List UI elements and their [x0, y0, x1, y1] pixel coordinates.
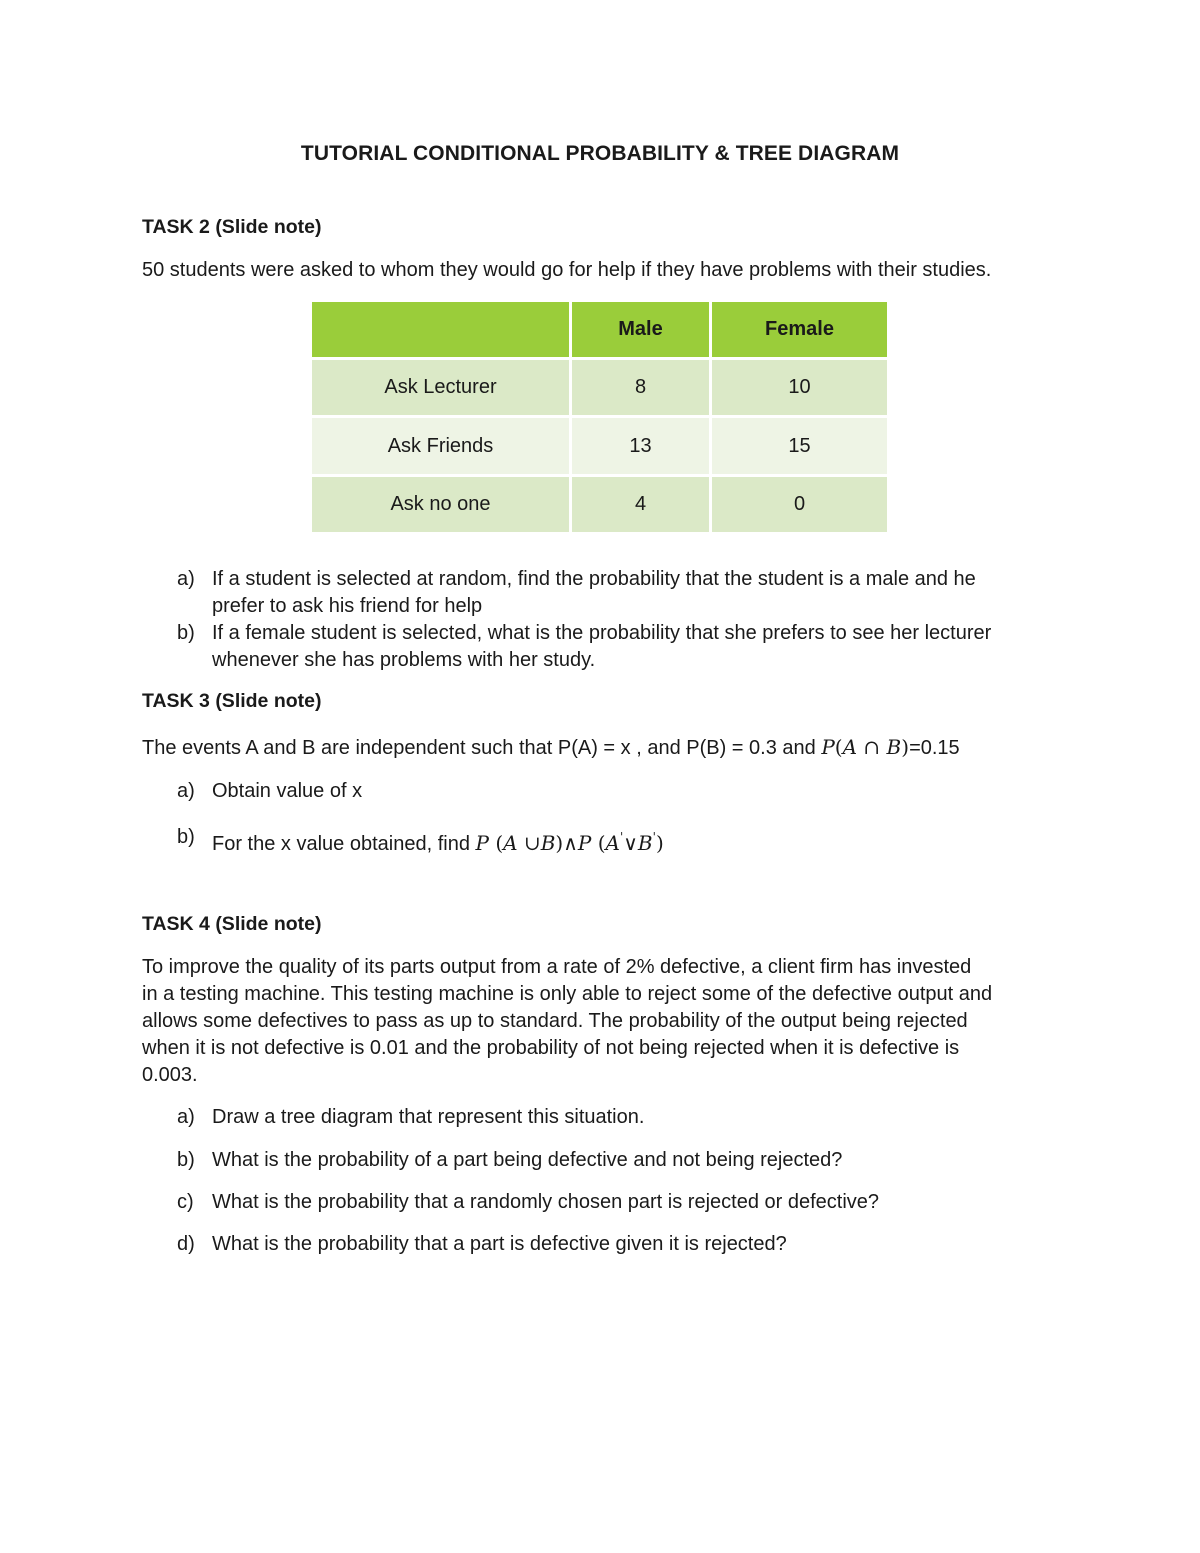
task2-heading: TASK 2 (Slide note)	[142, 216, 322, 238]
paragraph-line: in a testing machine. This testing machine is only able to reject some of the defective output and	[142, 983, 993, 1005]
table-header-male: Male	[572, 302, 709, 357]
question-label: a)	[177, 1106, 195, 1128]
task3-intro-text: The events A and B are independent such that P(A) = x , and P(B) = 0.3 and	[142, 737, 822, 759]
table-header-female: Female	[712, 302, 887, 357]
question-text: What is the probability that a randomly chosen part is rejected or defective?	[212, 1191, 880, 1213]
question-text-line1: If a female student is selected, what is the probability that she prefers to see her lecturer	[212, 622, 992, 644]
male-count: 13	[572, 418, 709, 474]
row-label: Ask Lecturer	[312, 360, 569, 415]
female-count: 10	[712, 360, 887, 415]
male-count: 4	[572, 477, 709, 532]
table-row	[312, 477, 887, 532]
task3-heading: TASK 3 (Slide note)	[142, 690, 322, 712]
paragraph-line: when it is not defective is 0.01 and the probability of not being rejected when it is defective is	[142, 1037, 960, 1059]
union-formula: P (A ∪B)∧P (A'∨B')	[475, 830, 664, 855]
paragraph-line: To improve the quality of its parts output from a rate of 2% defective, a client firm has invested	[142, 956, 972, 978]
document-title: TUTORIAL CONDITIONAL PROBABILITY & TREE DIAGRAM	[300, 142, 900, 165]
question-label: b)	[177, 826, 195, 848]
math-b: B	[886, 735, 902, 759]
math-intersection: ∩	[857, 735, 887, 759]
question-label: b)	[177, 1149, 195, 1171]
question-label: b)	[177, 622, 195, 644]
paragraph-line: 0.003.	[142, 1064, 198, 1086]
task2-intro: 50 students were asked to whom they would go for help if they have problems with their studies.	[142, 259, 992, 281]
question-text-line2: whenever she has problems with her study.	[212, 649, 596, 671]
question-label: a)	[177, 568, 195, 590]
question-text: For the x value obtained, find	[212, 833, 476, 855]
question-text-line2: prefer to ask his friend for help	[212, 595, 483, 617]
female-count: 0	[712, 477, 887, 532]
task3-intro	[142, 734, 1102, 762]
question-text: What is the probability of a part being defective and not being rejected?	[212, 1149, 843, 1171]
math-p: P	[821, 735, 835, 759]
intersection-formula	[821, 735, 909, 759]
row-label: Ask Friends	[312, 418, 569, 474]
survey-table	[309, 299, 890, 535]
question-text-line1: If a student is selected at random, find the probability that the student is a male and he	[212, 568, 976, 590]
table-header-row	[312, 302, 887, 357]
question-text: What is the probability that a part is defective given it is rejected?	[212, 1233, 787, 1255]
task4-heading: TASK 4 (Slide note)	[142, 913, 322, 935]
task4-paragraph	[142, 954, 1082, 1089]
question-text: Draw a tree diagram that represent this situation.	[212, 1106, 645, 1128]
question-label: d)	[177, 1233, 195, 1255]
male-count: 8	[572, 360, 709, 415]
math-paren: )	[901, 735, 910, 759]
question-label: a)	[177, 780, 195, 802]
math-a: A	[842, 735, 858, 759]
female-count: 15	[712, 418, 887, 474]
question-label: c)	[177, 1191, 194, 1213]
question-text: Obtain value of x	[212, 780, 363, 802]
row-label: Ask no one	[312, 477, 569, 532]
table-header-corner	[312, 302, 569, 357]
table-row	[312, 418, 887, 474]
table-row	[312, 360, 887, 415]
paragraph-line: allows some defectives to pass as up to standard. The probability of the output being rejected	[142, 1010, 968, 1032]
math-equals-value: =0.15	[909, 737, 960, 759]
math-paren: (	[834, 735, 843, 759]
